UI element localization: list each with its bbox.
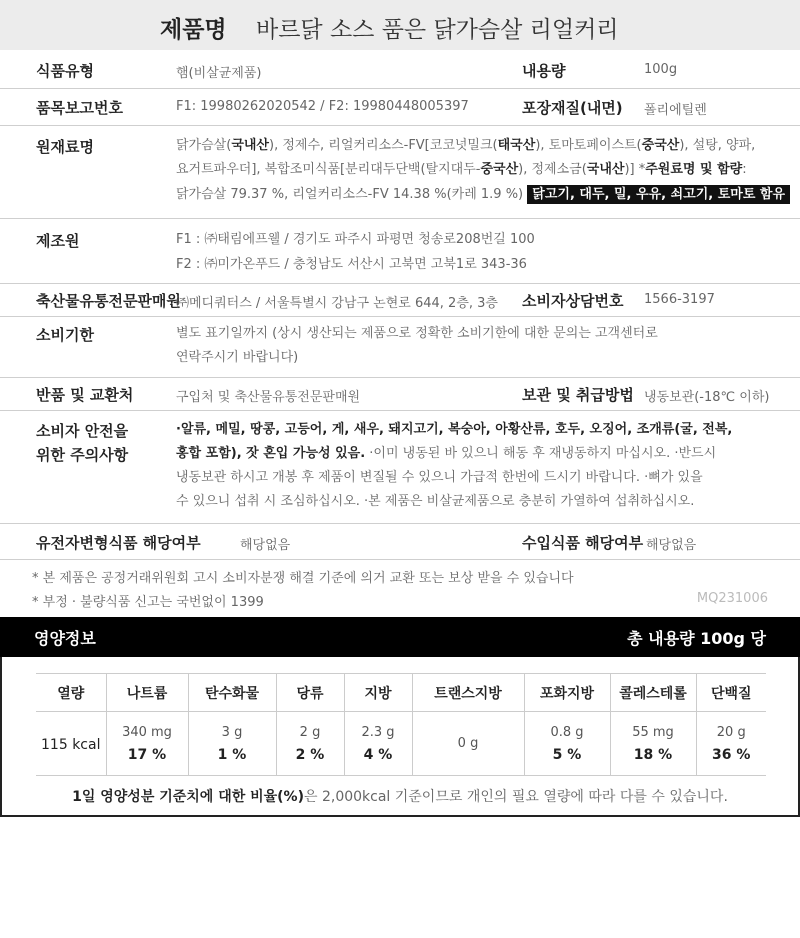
nutrient-header: 지방 (344, 674, 412, 712)
report-no-label: 품목보고번호 (36, 99, 123, 117)
ingredients-line-1: 닭가슴살(국내산), 정제수, 리얼커리소스-FV[코코넛밀크(태국산), 토마토페이스트(중국산), 설탕, 양파, (176, 138, 756, 153)
gmo-label: 유전자변형식품 해당여부 (36, 534, 201, 552)
manufacturer-line-1: F1 : ㈜태림에프웰 / 경기도 파주시 파평면 청송로208번길 100 (176, 232, 535, 247)
nutrient-value: 20 g 36 % (696, 712, 766, 776)
product-name-label: 제품명 (160, 17, 227, 43)
report-no-value: F1: 19980262020542 / F2: 19980448005397 (176, 99, 469, 114)
nutrient-header: 단백질 (696, 674, 766, 712)
divider (0, 283, 800, 284)
imported-label: 수입식품 해당여부 (522, 534, 644, 552)
nutrition-footer: 1일 영양성분 기준치에 대한 비율(%)은 2,000kcal 기준이므로 개인의 필요 열량에 따라 다를 수 있습니다. (72, 789, 728, 805)
nutrition-basis: 총 내용량 100g 당 (627, 629, 766, 648)
nutrient-value: 0.8 g 5 % (524, 712, 610, 776)
title-bar (0, 0, 800, 50)
packaging-label: 포장재질(내면) (522, 99, 623, 117)
ingredients-main-content: 닭가슴살 79.37 %, 리얼커리소스-FV 14.38 %(카레 1.9 %) (176, 187, 524, 202)
divider (0, 559, 800, 560)
ingredients-label: 원재료명 (36, 138, 94, 156)
net-content-label: 내용량 (522, 62, 566, 80)
nutrient-value: 3 g 1 % (188, 712, 276, 776)
nutrient-header: 트랜스지방 (412, 674, 524, 712)
nutrition-value-row (36, 712, 766, 776)
nutrient-value: 2.3 g 4 % (344, 712, 412, 776)
divider (0, 88, 800, 89)
manufacturer-label: 제조원 (36, 232, 80, 250)
divider (0, 218, 800, 219)
nutrition-header-row (36, 674, 766, 712)
product-name-value: 바르닭 소스 품은 닭가슴살 리얼커리 (256, 17, 619, 43)
note-exchange: * 본 제품은 공정거래위원회 고시 소비자분쟁 해결 기준에 의거 교환 또는 보상 받을 수 있습니다 (32, 571, 574, 586)
divider (0, 523, 800, 524)
divider (0, 125, 800, 126)
divider (0, 316, 800, 317)
expiry-label: 소비기한 (36, 326, 94, 344)
consult-phone-value: 1566-3197 (644, 292, 715, 307)
packaging-value: 폴리에틸렌 (644, 103, 707, 118)
caution-line-4: 수 있으니 섭취 시 조심하십시오. ·본 제품은 비살균제품으로 충분히 가열하여 섭취하십시오. (176, 494, 695, 509)
divider (0, 410, 800, 411)
seller-value: ㈜메디쿼터스 / 서울특별시 강남구 논현로 644, 2층, 3층 (176, 296, 498, 311)
caution-line-2: 홍합 포함), 잣 혼입 가능성 있음. ·이미 냉동된 바 있으니 해동 후 재냉동하지 마십시오. ·반드시 (176, 446, 717, 461)
manufacturer-line-2: F2 : ㈜미가온푸드 / 충청남도 서산시 고북면 고북1로 343-36 (176, 257, 527, 272)
nutrient-value: 0 g (412, 712, 524, 776)
document-code: MQ231006 (696, 591, 768, 606)
nutrient-header: 포화지방 (524, 674, 610, 712)
storage-value: 냉동보관(-18℃ 이하) (644, 390, 770, 405)
nutrition-title: 영양정보 (34, 629, 96, 648)
ingredients-line-2: 요거트파우더], 복합조미식품[분리대두단백(탈지대두-중국산), 정제소금(국내산)] *주원료명 및 함량: (176, 162, 747, 177)
nutrient-value: 2 g 2 % (276, 712, 344, 776)
caution-line-3: 냉동보관 하시고 개봉 후 제품이 변질될 수 있으니 가급적 한번에 드시기 바랍니다. ·뼈가 있을 (176, 470, 703, 485)
allergen-badge: 닭고기, 대두, 밀, 우유, 쇠고기, 토마토 함유 (527, 185, 790, 204)
nutrient-value: 55 mg 18 % (610, 712, 696, 776)
note-report: * 부정 · 불량식품 신고는 국번없이 1399 (32, 595, 264, 610)
expiry-line-1: 별도 표기일까지 (상시 생산되는 제품으로 정확한 소비기한에 대한 문의는 고객센터로 (176, 326, 658, 341)
returns-label: 반품 및 교환처 (36, 386, 134, 404)
food-type-label: 식품유형 (36, 62, 94, 80)
caution-label-1: 소비자 안전을 (36, 422, 129, 440)
consult-phone-label: 소비자상담번호 (522, 292, 624, 310)
returns-value: 구입처 및 축산물유통전문판매원 (176, 390, 361, 405)
net-content-value: 100g (644, 62, 678, 77)
food-type-value: 햄(비살균제품) (176, 66, 262, 81)
nutrient-header: 콜레스테롤 (610, 674, 696, 712)
imported-value: 해당없음 (646, 538, 697, 553)
calorie-value: 115 kcal (36, 712, 106, 776)
nutrient-header: 탄수화물 (188, 674, 276, 712)
caution-line-1: ·알류, 메밀, 땅콩, 고등어, 게, 새우, 돼지고기, 복숭아, 아황산류, 호두, 오징어, 조개류(굴, 전복, (176, 422, 733, 437)
seller-label: 축산물유통전문판매원 (36, 292, 181, 310)
expiry-line-2: 연락주시기 바랍니다) (176, 350, 299, 365)
nutrient-header: 열량 (36, 674, 106, 712)
nutrient-header: 당류 (276, 674, 344, 712)
divider (0, 377, 800, 378)
nutrition-table (36, 673, 766, 776)
caution-label-2: 위한 주의사항 (36, 446, 129, 464)
nutrient-value: 340 mg 17 % (106, 712, 188, 776)
storage-label: 보관 및 취급방법 (522, 386, 634, 404)
ingredients-line-3 (176, 183, 790, 208)
gmo-value: 해당없음 (240, 538, 291, 553)
nutrient-header: 나트륨 (106, 674, 188, 712)
